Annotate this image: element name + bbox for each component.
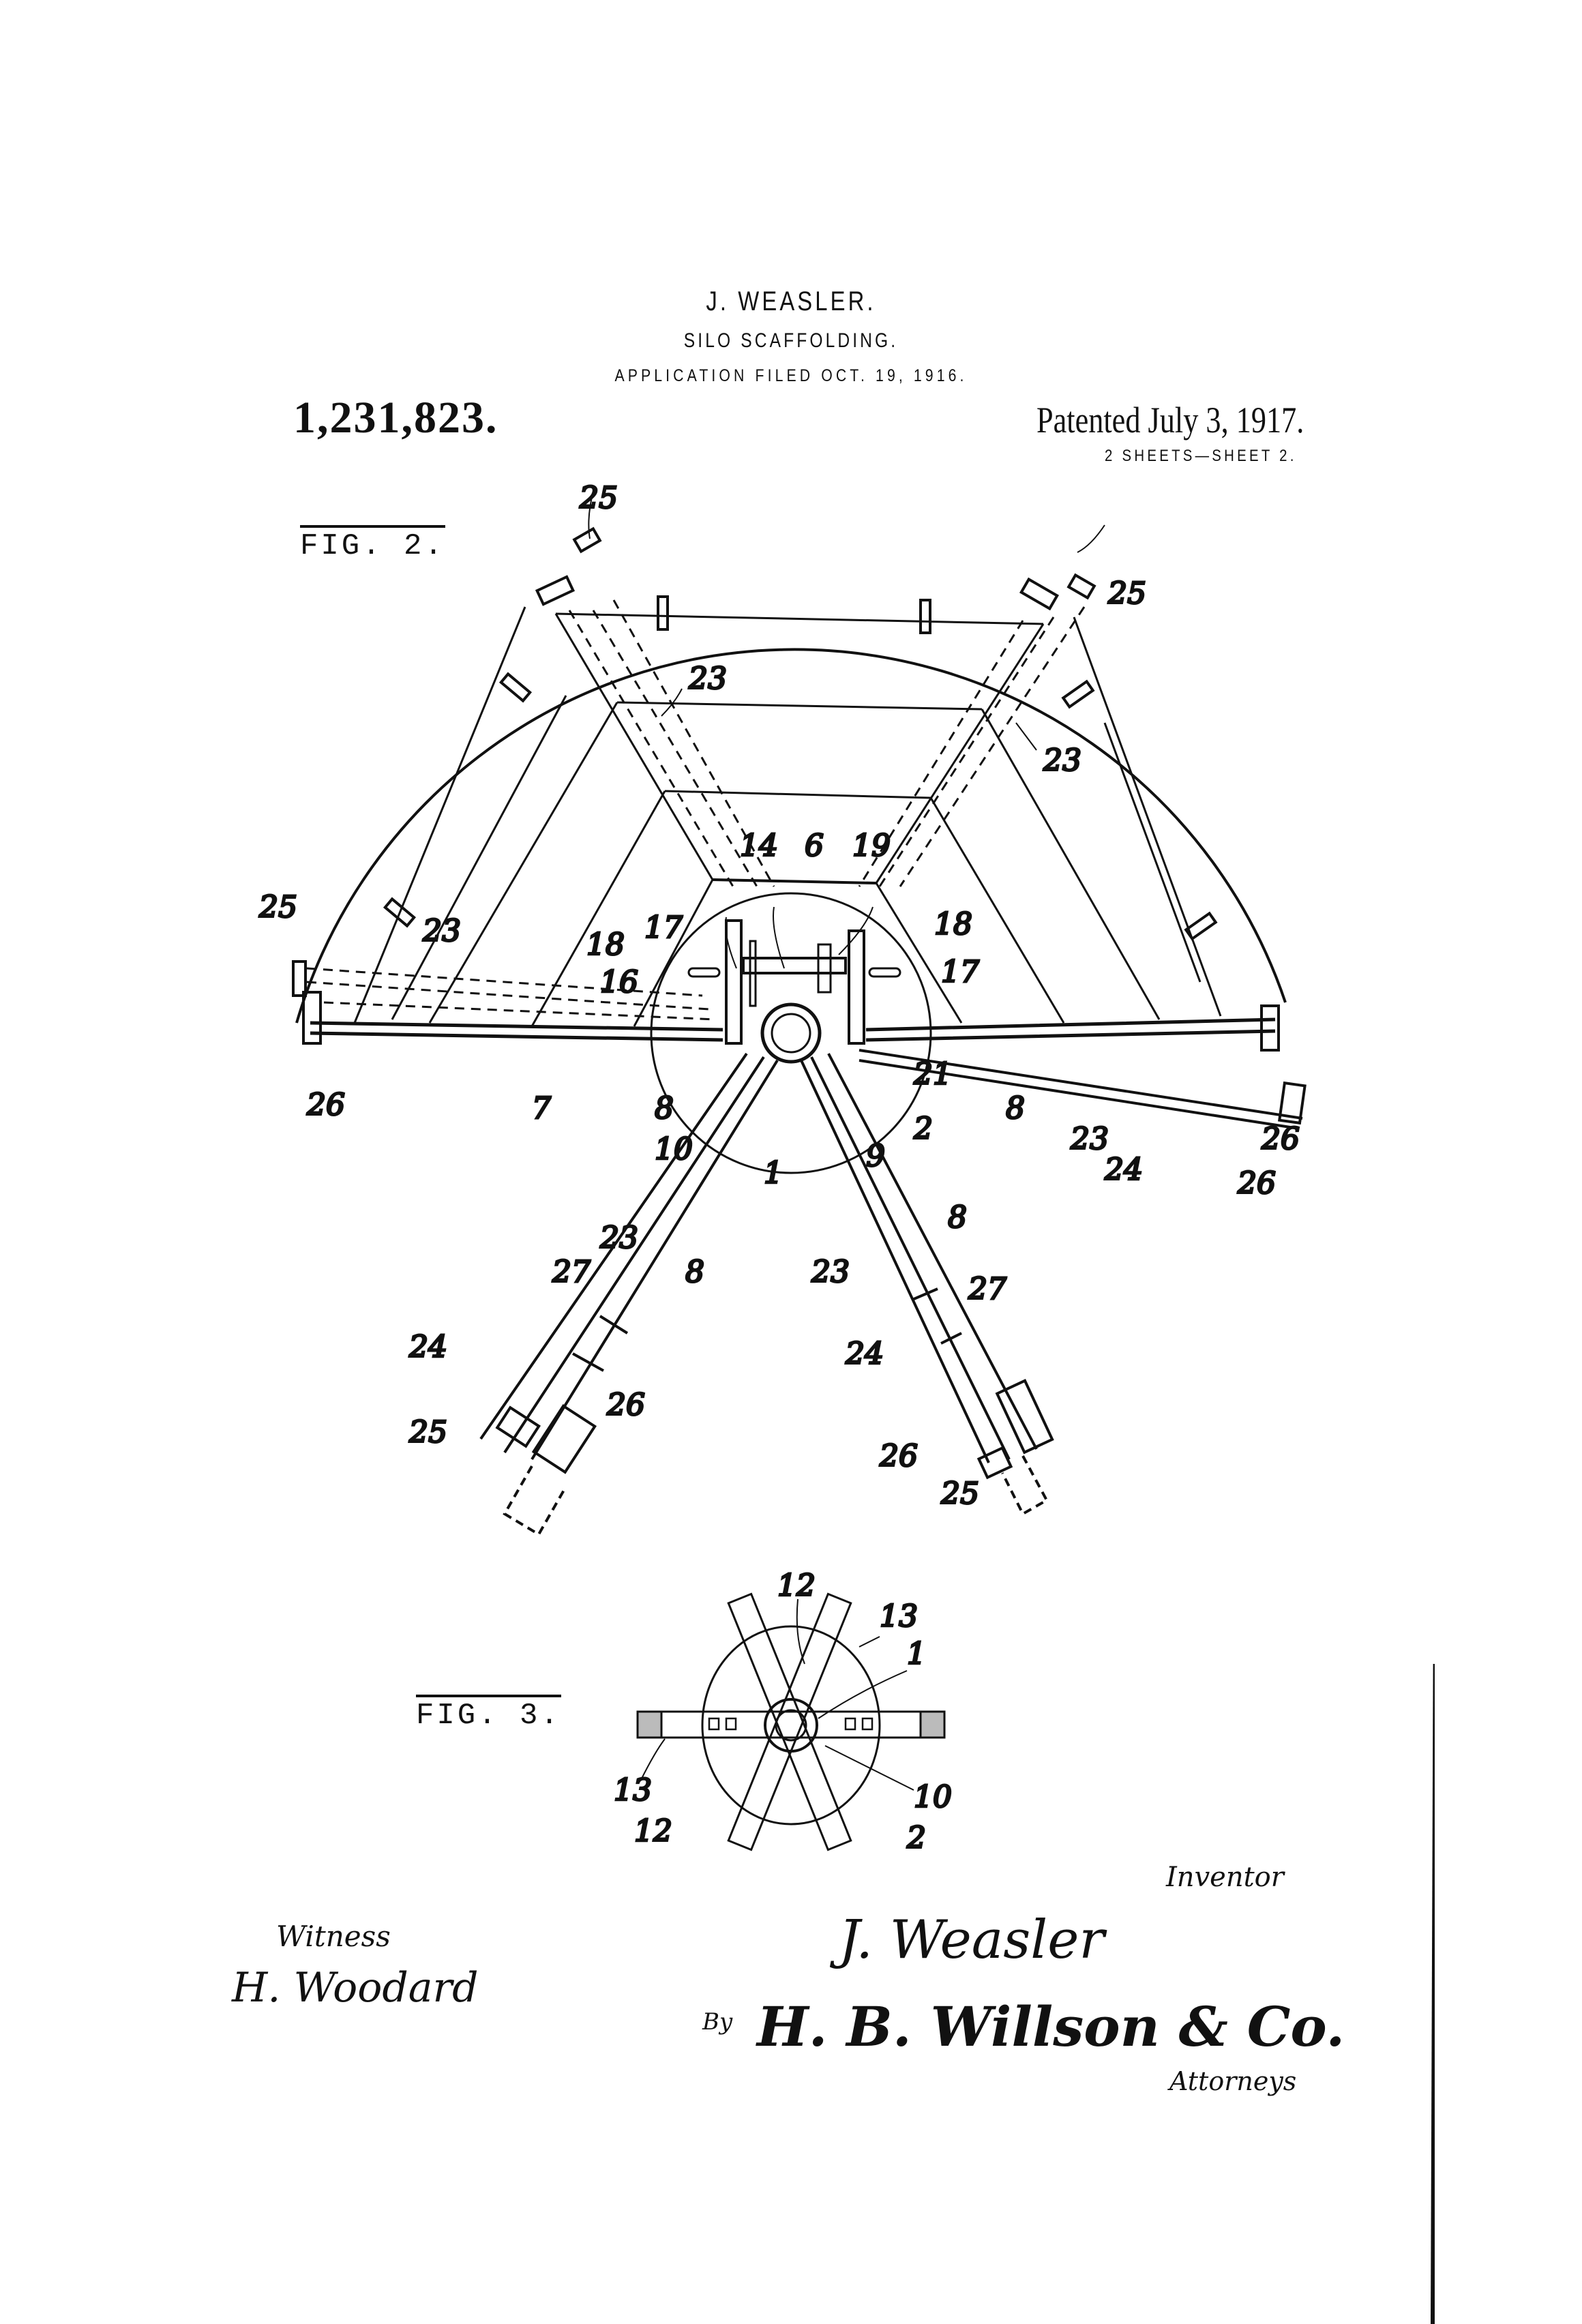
svg-text:23: 23 bbox=[423, 914, 461, 949]
by-label: By bbox=[702, 2008, 733, 2036]
patented-date: Patented July 3, 1917. bbox=[1036, 400, 1304, 441]
svg-text:23: 23 bbox=[689, 661, 727, 696]
svg-text:25: 25 bbox=[409, 1415, 447, 1450]
svg-text:26: 26 bbox=[1262, 1122, 1300, 1157]
svg-text:9: 9 bbox=[866, 1139, 885, 1174]
figure-3-label: FIG. 3. bbox=[416, 1695, 561, 1733]
svg-text:26: 26 bbox=[880, 1439, 918, 1474]
svg-text:19: 19 bbox=[852, 829, 891, 863]
svg-text:2: 2 bbox=[907, 1821, 926, 1856]
svg-text:23: 23 bbox=[1043, 743, 1081, 778]
leader-lines bbox=[588, 491, 1105, 968]
svg-text:23: 23 bbox=[600, 1221, 638, 1255]
figure-3-drawing bbox=[614, 1568, 952, 1856]
inventor-label: Inventor bbox=[1166, 1862, 1284, 1893]
attorneys-label: Attorneys bbox=[1169, 2066, 1297, 2096]
svg-text:26: 26 bbox=[1238, 1166, 1276, 1201]
svg-text:8: 8 bbox=[948, 1200, 967, 1235]
svg-text:25: 25 bbox=[259, 890, 297, 925]
svg-text:10: 10 bbox=[914, 1780, 952, 1815]
svg-text:8: 8 bbox=[1006, 1091, 1025, 1126]
svg-text:1: 1 bbox=[764, 1156, 783, 1191]
svg-text:26: 26 bbox=[607, 1388, 645, 1422]
svg-text:27: 27 bbox=[552, 1255, 591, 1290]
svg-text:8: 8 bbox=[655, 1091, 674, 1126]
witness-signature: H. Woodard bbox=[232, 1964, 479, 2012]
svg-text:14: 14 bbox=[740, 829, 778, 863]
svg-text:26: 26 bbox=[307, 1088, 345, 1122]
svg-text:24: 24 bbox=[1105, 1152, 1143, 1187]
main-beam bbox=[310, 1023, 723, 1040]
svg-text:23: 23 bbox=[1071, 1122, 1109, 1157]
svg-text:25: 25 bbox=[580, 481, 618, 516]
svg-text:21: 21 bbox=[914, 1057, 952, 1092]
svg-text:17: 17 bbox=[644, 910, 683, 945]
svg-text:12: 12 bbox=[777, 1568, 816, 1603]
svg-text:7: 7 bbox=[532, 1091, 551, 1126]
svg-text:2: 2 bbox=[914, 1112, 933, 1146]
svg-text:24: 24 bbox=[846, 1337, 884, 1371]
svg-text:23: 23 bbox=[811, 1255, 850, 1290]
svg-text:6: 6 bbox=[805, 829, 824, 863]
svg-text:13: 13 bbox=[614, 1773, 652, 1808]
svg-text:25: 25 bbox=[941, 1476, 979, 1511]
attorney-signature: H. B. Willson & Co. bbox=[757, 1995, 1345, 2059]
witness-label: Witness bbox=[276, 1920, 391, 1953]
left-bracket bbox=[303, 992, 320, 1043]
svg-text:10: 10 bbox=[655, 1132, 693, 1167]
svg-text:8: 8 bbox=[685, 1255, 704, 1290]
svg-text:18: 18 bbox=[586, 927, 625, 962]
figure-2-drawing bbox=[258, 481, 1305, 1534]
svg-text:24: 24 bbox=[409, 1330, 447, 1365]
svg-text:18: 18 bbox=[934, 907, 972, 942]
leg-left bbox=[481, 1054, 777, 1534]
inventor-name-header: J. WEASLER. bbox=[706, 286, 876, 316]
figure-2-label: FIG. 2. bbox=[300, 525, 445, 563]
patent-number: 1,231,823. bbox=[293, 393, 498, 443]
fig2-reference-numerals bbox=[258, 481, 1300, 1511]
svg-text:27: 27 bbox=[968, 1272, 1006, 1307]
inventor-signature: J. Weasler bbox=[839, 1909, 1105, 1971]
svg-text:17: 17 bbox=[941, 955, 979, 989]
fig3-disc bbox=[702, 1626, 880, 1824]
svg-text:13: 13 bbox=[880, 1599, 918, 1634]
svg-text:25: 25 bbox=[1108, 576, 1146, 611]
invention-title: SILO SCAFFOLDING. bbox=[683, 329, 899, 352]
svg-text:12: 12 bbox=[634, 1814, 672, 1849]
platform-top-edge bbox=[556, 614, 1043, 624]
svg-text:16: 16 bbox=[600, 965, 638, 1000]
svg-text:1: 1 bbox=[907, 1637, 926, 1671]
sheet-info: 2 SHEETS—SHEET 2. bbox=[1105, 447, 1297, 465]
application-filed-date: APPLICATION FILED OCT. 19, 1916. bbox=[614, 366, 968, 385]
